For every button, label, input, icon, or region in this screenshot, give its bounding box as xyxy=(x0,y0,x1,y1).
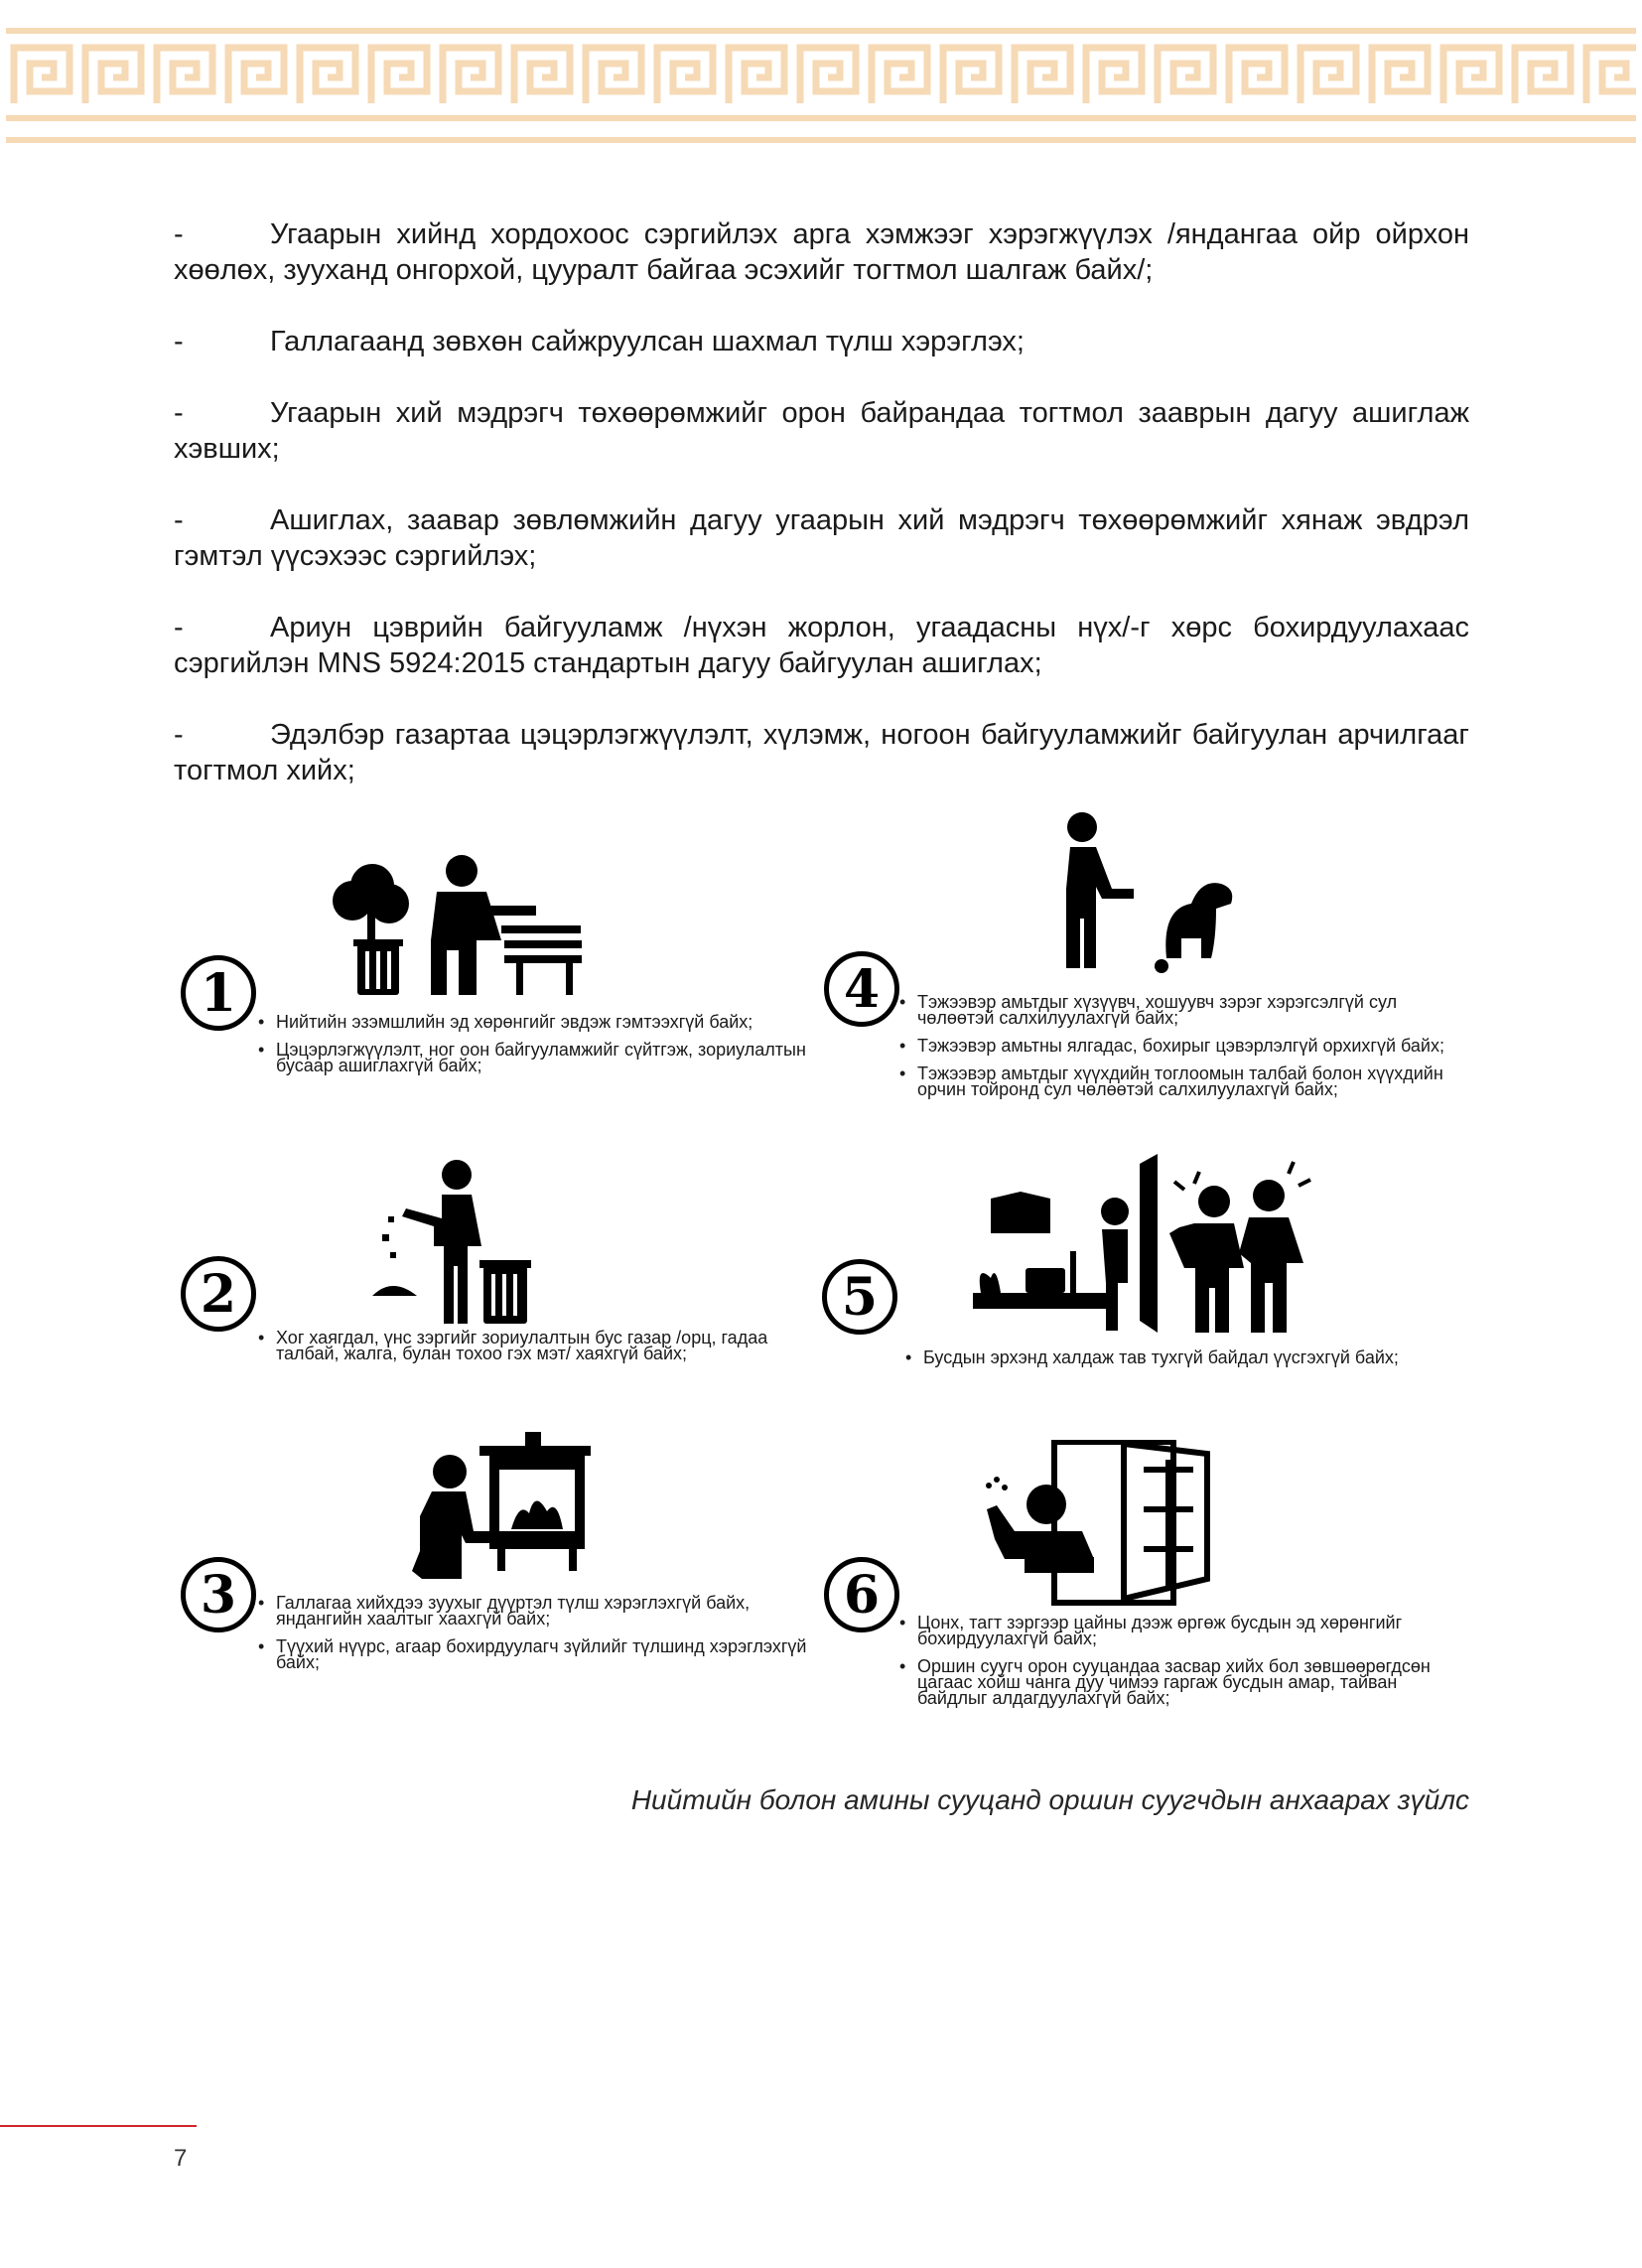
figure-caption: Нийтийн болон амины сууцанд оршин суугчдын анхаарах зүйлс xyxy=(630,1784,1469,1815)
tip-item: • Бусдын эрхэнд халдаж тав тухгүй байдал үүсгэхгүй байх; xyxy=(901,1349,1457,1365)
bullet-text: Эдэлбэр газартаа цэцэрлэгжүүлэлт, хүлэмж, ногоон байгууламжийг байгуулан арчилгааг тогтмол хийх; xyxy=(174,719,1469,786)
tip-item: • Оршин суугч орон сууцандаа засвар хийх бол зөвшөөрөгдсөн цагаас хойш чанга дуу чимээ гаргаж бусдын амар, тайван байдлыг алдагдуулахгүй байх; xyxy=(895,1658,1471,1706)
bullet-item: - Угаарын хий мэдрэгч төхөөрөмжийг орон байрандаа тогтмол зааврын дагуу ашиглаж хэвших; xyxy=(174,397,1469,465)
bullet-text: Угаарын хийнд хордохоос сэргийлэх арга хэмжээг хэрэгжүүлэх /яндангаа ойр ойрхон хөөлөх, зууханд онгорхой, цууралт байгаа эсэхийг тогтмол шалгаж байх/; xyxy=(174,218,1469,286)
footer-rule xyxy=(0,2125,197,2127)
tips-list xyxy=(254,1595,810,1682)
tips-list xyxy=(901,1349,1457,1377)
person-littering-trash-icon xyxy=(372,1157,531,1331)
tip-item: • Тэжээвэр амьтдыг хүүхдийн тоглоомын талбай болон хүүхдийн орчин тойронд сул чөлөөтэй салхилуулахгүй байх; xyxy=(895,1065,1451,1097)
page-number: 7 xyxy=(174,2145,188,2172)
bullet-item: - Эдэлбэр газартаа цэцэрлэгжүүлэлт, хүлэмж, ногоон байгууламжийг байгуулан арчилгааг тогтмол хийх; xyxy=(174,719,1469,786)
step-number-badge: 5 xyxy=(822,1259,897,1335)
step-number-badge: 2 xyxy=(181,1256,256,1332)
recommendation-list xyxy=(174,216,1469,824)
tip-item: • Тэжээвэр амьтдыг хүзүүвч, хошуувч зэрэг хэрэгсэлгүй сул чөлөөтэй салхилуулахгүй байх; xyxy=(895,994,1451,1026)
header-ornament xyxy=(0,0,1642,159)
infographic-grid xyxy=(169,804,1489,1758)
person-bench-tree-trash-icon xyxy=(328,846,586,1000)
bullet-text: Ашиглах, заавар зөвлөмжийн дагуу угаарын хий мэдрэгч төхөөрөмжийг хянаж эвдрэл гэмтэл үүсэхээс сэргийлэх; xyxy=(174,504,1469,572)
step-number-badge: 6 xyxy=(824,1557,899,1632)
bullet-text: Угаарын хий мэдрэгч төхөөрөмжийг орон байрандаа тогтмол зааврын дагуу ашиглаж хэвших; xyxy=(174,397,1469,465)
tip-item: • Галлагаа хийхдээ зуухыг дүүртэл түлш хэрэглэхгүй байх, яндангийн хаалтыг хаахгүй байх; xyxy=(254,1595,810,1627)
tip-item: • Тэжээвэр амьтны ялгадас, бохирыг цэвэрлэлгүй орхихгүй байх; xyxy=(895,1038,1451,1054)
person-dog-waste-icon xyxy=(1042,809,1241,983)
person-stove-fire-icon xyxy=(402,1432,591,1586)
noisy-neighbors-wall-icon xyxy=(971,1154,1318,1347)
tip-item: • Цонх, тагт зэргээр цайны дээж өргөж бусдын эд хөрөнгийг бохирдуулахгүй байх; xyxy=(895,1615,1471,1646)
bullet-text: Ариун цэврийн байгууламж /нүхэн жорлон, угаадасны нүх/-г хөрс бохирдуулахаас сэргийлэн MNS 5924:2015 стандартын дагуу байгуулан ашиглах; xyxy=(174,612,1469,679)
bullet-item: - Угаарын хийнд хордохоос сэргийлэх арга хэмжээг хэрэгжүүлэх /яндангаа ойр ойрхон хөөлөх, зууханд онгорхой, цууралт байгаа эсэхийг тогтмол шалгаж байх/; xyxy=(174,218,1469,286)
bullet-item: - Ашиглах, заавар зөвлөмжийн дагуу угаарын хий мэдрэгч төхөөрөмжийг хянаж эвдрэл гэмтэл үүсэхээс сэргийлэх; xyxy=(174,504,1469,572)
tip-item: • Хог хаягдал, үнс зэргийг зориулалтын бус газар /орц, гадаа талбай, жалга, булан тохоо гэх мэт/ хаяхгүй байх; xyxy=(254,1330,810,1361)
tips-list xyxy=(895,994,1451,1109)
tip-item: • Түүхий нүүрс, агаар бохирдуулагч зүйлийг түлшинд хэрэглэхгүй байх; xyxy=(254,1638,810,1670)
bullet-text: Галлагаанд зөвхөн сайжруулсан шахмал түлш хэрэглэх; xyxy=(270,326,1025,357)
person-window-shaking-cloth-icon xyxy=(985,1440,1213,1614)
tip-item: • Нийтийн эзэмшлийн эд хөрөнгийг эвдэж гэмтээхгүй байх; xyxy=(254,1014,810,1030)
step-number-badge: 4 xyxy=(824,951,899,1027)
step-number-badge: 1 xyxy=(181,955,256,1031)
bullet-item: - Ариун цэврийн байгууламж /нүхэн жорлон, угаадасны нүх/-г хөрс бохирдуулахаас сэргийлэн MNS 5924:2015 стандартын дагуу байгуулан ашиглах; xyxy=(174,612,1469,679)
bullet-item: - Галлагаанд зөвхөн сайжруулсан шахмал түлш хэрэглэх; xyxy=(174,326,1025,357)
tips-list xyxy=(895,1615,1471,1718)
step-number-badge: 3 xyxy=(181,1557,256,1632)
greek-key-border-icon xyxy=(0,0,1642,159)
tips-list xyxy=(254,1014,810,1085)
tips-list xyxy=(254,1330,810,1373)
tip-item: • Цэцэрлэгжүүлэлт, ног оон байгууламжийг сүйтгэж, зориулалтын бусаар ашиглахгүй байх; xyxy=(254,1042,810,1073)
